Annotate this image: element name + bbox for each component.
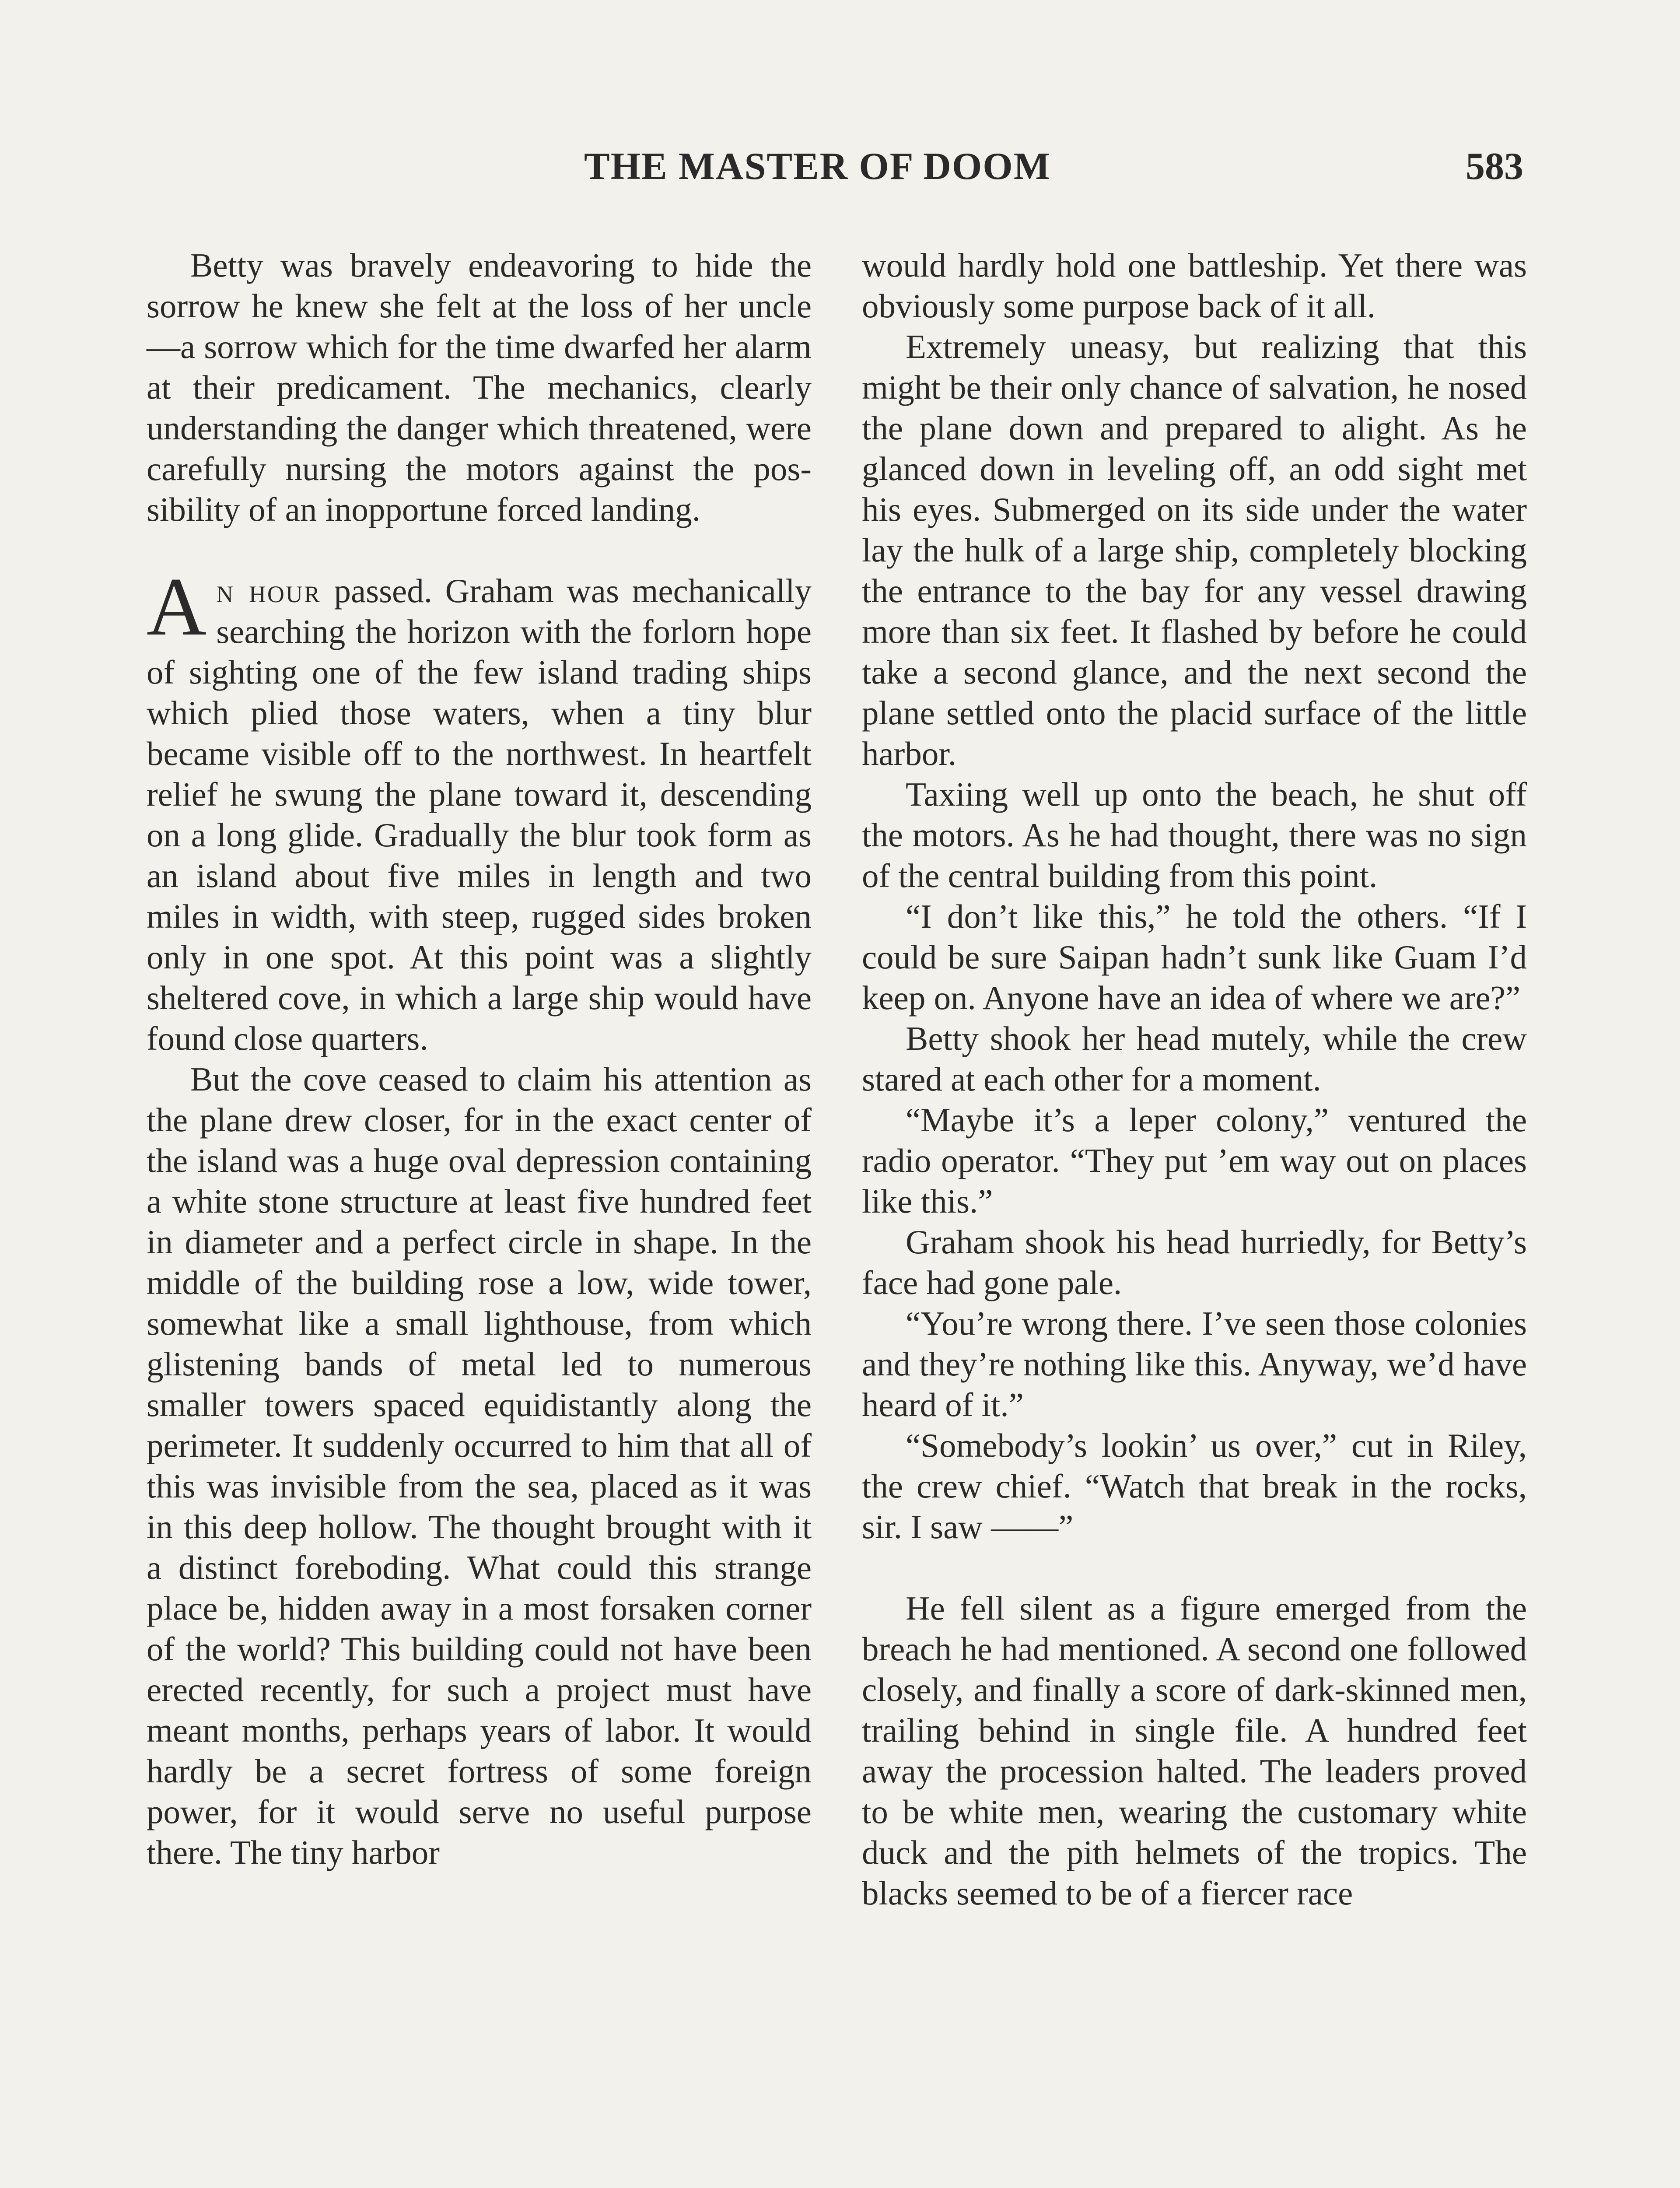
page-header [0,144,1680,206]
paragraph: Graham shook his head hurriedly, for Betty’s face had gone pale. [862,1223,1527,1301]
paragraph: Betty was bravely endeavoring to hide the sorrow he knew she felt at the loss of her uncle—a sorrow which for the time dwarfed her alarm at their predicament. The mechanics, clearly understanding the danger which threatened, were carefully nursing the motors against the possibility of an inopportune forced landing. [147,246,812,528]
left-column [147,245,812,1873]
section-break [147,530,812,571]
page-number: 583 [1466,145,1523,188]
paragraph: He fell silent as a figure emerged from the breach he had mentioned. A second one followed closely, and finally a score of dark-skinned men, trailing behind in single file. A hundred feet away the procession halted. The leaders proved to be white men, wearing the customary white duck and the pith helmets of the tropics. The blacks seemed to be of a fiercer race [862,1589,1527,1912]
paragraph-text: passed. Graham was mechanically searching the horizon with the forlorn hope of sighting one of the few island trading ships which plied those waters, when a tiny blur became visible off to the northwest. In heartfelt relief he swung the plane toward it, descending on a long glide. Gradually the blur took form as an island about five miles in length and two miles in width, with steep, rugged sides broken only in one spot. At this point was a slightly sheltered cove, in which a large ship would have found close quarters. [147,572,812,1057]
drop-cap: A [147,561,207,653]
paragraph: “Somebody’s lookin’ us over,” cut in Riley, the crew chief. “Watch that break in the rocks, sir. I saw ——” [862,1427,1527,1546]
paragraph: would hardly hold one battleship. Yet there was obviously some purpose back of it all. [862,246,1527,325]
paragraph: Extremely uneasy, but realizing that this might be their only chance of salvation, he nosed the plane down and prepared to alight. As he glanced down in leveling off, an odd sight met his eyes. Submerged on its side under the water lay the hulk of a large ship, completely blocking the entrance to the bay for any vessel drawing more than six feet. It flashed by before he could take a second glance, and the next second the plane settled onto the placid surface of the little harbor. [862,328,1527,772]
paragraph: But the cove ceased to claim his attention as the plane drew closer, for in the exact center of the island was a huge oval depression containing a white stone structure at least five hundred feet in diameter and a perfect circle in shape. In the middle of the building rose a low, wide tower, somewhat like a small lighthouse, from which glistening bands of metal led to numerous smaller towers spaced equidistantly along the perimeter. It suddenly occurred to him that all of this was invisible from the sea, placed as it was in this deep hollow. The thought brought with it a distinct foreboding. What could this strange place be, hidden away in a most forsaken corner of the world? This building could not have been erected recently, for such a project must have meant months, perhaps years of labor. It would hardly be a secret fortress of some foreign power, for it would serve no useful purpose there. The tiny harbor [147,1060,812,1871]
small-caps-lead: n hour [216,572,321,610]
paragraph-dropcap [147,561,812,1059]
running-title: THE MASTER OF DOOM [584,145,1051,188]
paragraph: “You’re wrong there. I’ve seen those colonies and they’re nothing like this. Anyway, we’d have heard of it.” [862,1304,1527,1424]
paragraph: Betty shook her head mutely, while the crew stared at each other for a moment. [862,1020,1527,1098]
paragraph: Taxiing well up onto the beach, he shut off the motors. As he had thought, there was no sign of the central building from this point. [862,775,1527,894]
paragraph: “Maybe it’s a leper colony,” ventured the radio operator. “They put ’em way out on places like this.” [862,1101,1527,1220]
section-break [862,1547,1527,1588]
paragraph: “I don’t like this,” he told the others. “If I could be sure Saipan hadn’t sunk like Guam I’d keep on. Anyone have an idea of where we are?” [862,898,1527,1017]
right-column [862,245,1527,1914]
